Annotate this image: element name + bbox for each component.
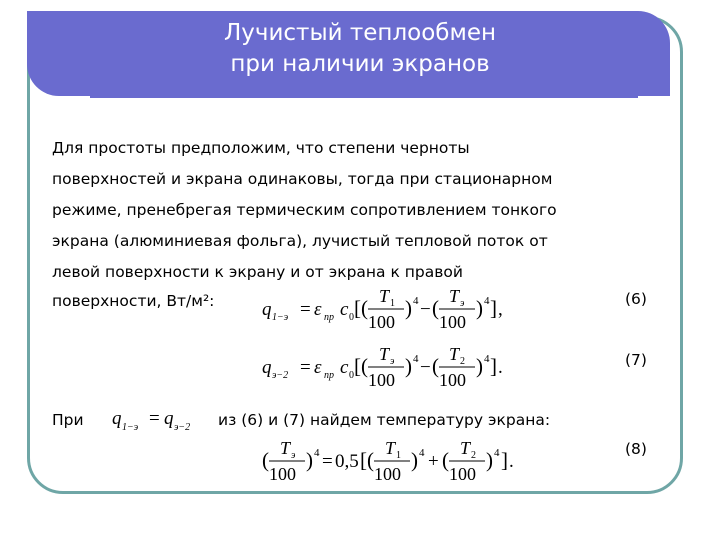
eq7-rbracket: ]: [490, 354, 497, 378]
paragraph-line-2: поверхностей и экрана одинаковы, тогда при стационарном: [52, 170, 553, 188]
eq7-lbracket: [: [354, 354, 361, 378]
title-underline: [90, 95, 638, 98]
equation-number-8: (8): [625, 440, 647, 458]
eq8-T2-sub: 2: [471, 450, 476, 461]
eq8-equals: =: [322, 451, 333, 472]
eq7-rparen2: ): [476, 354, 483, 378]
equation-number-7: (7): [625, 351, 647, 369]
eq8-half: 0,5: [335, 451, 359, 472]
eq8-rbracket: ]: [501, 448, 508, 472]
eq6-q: q: [262, 299, 272, 320]
eq8-lparen0: (: [262, 448, 269, 472]
eq6-Te: T: [449, 286, 460, 306]
eq8-period: .: [509, 451, 514, 472]
eq8-Te-sub: э: [291, 450, 296, 461]
paragraph-line-3: режиме, пренебрегая термическим сопротивлением тонкого: [52, 201, 557, 219]
equation-7: [262, 340, 512, 399]
eq8-rparen1: ): [411, 448, 418, 472]
eq7-period: .: [498, 357, 503, 378]
cond-equals: =: [149, 408, 160, 429]
eq6-epsilon: ε: [314, 299, 322, 320]
eq6-c-sub: 0: [349, 312, 354, 323]
eq6-rparen2: ): [476, 296, 483, 320]
condition-prefix: При: [52, 411, 84, 429]
eq6-equals: =: [300, 299, 311, 320]
eq7-minus: −: [420, 357, 431, 378]
eq8-rparen0: ): [306, 448, 313, 472]
eq7-Te-sub: э: [390, 356, 395, 367]
eq8-T1-sub: 1: [396, 450, 401, 461]
cond-q1: q: [112, 408, 122, 429]
title-line-1: Лучистый теплообмен: [223, 20, 497, 46]
eq6-comma: ,: [498, 299, 503, 320]
eq6-T1-sub: 1: [390, 298, 395, 309]
equation-6: [262, 282, 512, 341]
eq7-T2-sub: 2: [460, 356, 465, 367]
eq7-pow1: 4: [413, 353, 419, 365]
eq6-sub: 1−э: [272, 312, 289, 323]
eq6-c: c: [340, 299, 349, 320]
eq7-q: q: [262, 357, 272, 378]
paragraph-line-6: поверхности, Вт/м²:: [52, 292, 215, 310]
eq8-plus: +: [428, 451, 439, 472]
eq8-lparen2: (: [442, 448, 449, 472]
eq6-lparen2: (: [432, 296, 439, 320]
paragraph-line-1: Для простоты предположим, что степени черноты: [52, 139, 470, 157]
eq7-equals: =: [300, 357, 311, 378]
eq7-lparen2: (: [432, 354, 439, 378]
paragraph-line-5: левой поверхности к экрану и от экрана к правой: [52, 263, 463, 281]
cond-sub2: э−2: [174, 422, 191, 433]
title-line-2: при наличии экранов: [230, 51, 490, 77]
eq8-pow2: 4: [494, 447, 500, 459]
eq7-d1: 100: [368, 370, 395, 390]
eq8-rparen2: ): [486, 448, 493, 472]
eq8-pow1: 4: [419, 447, 425, 459]
eq8-Te: T: [280, 438, 291, 458]
eq8-d0: 100: [269, 464, 296, 484]
eq8-lparen1: (: [367, 448, 374, 472]
eq6-d2: 100: [439, 312, 466, 332]
eq8-pow0: 4: [314, 447, 320, 459]
eq6-Te-sub: э: [460, 298, 465, 309]
eq7-c: c: [340, 357, 349, 378]
eq7-epsilon: ε: [314, 357, 322, 378]
eq6-rparen1: ): [405, 296, 412, 320]
condition-text: из (6) и (7) найдем температуру экрана:: [218, 411, 551, 429]
eq6-rbracket: ]: [490, 296, 497, 320]
eq6-lbracket: [: [354, 296, 361, 320]
eq6-d1: 100: [368, 312, 395, 332]
equation-8: [262, 434, 532, 493]
eq8-d2: 100: [449, 464, 476, 484]
paragraph-line-4: экрана (алюминиевая фольга), лучистый тепловой поток от: [52, 232, 548, 250]
eq6-pow2: 4: [484, 295, 490, 307]
slide-title: [110, 18, 610, 80]
eq7-T2: T: [449, 344, 460, 364]
eq7-Te: T: [379, 344, 390, 364]
eq8-T1: T: [385, 438, 396, 458]
cond-sub1: 1−э: [122, 422, 139, 433]
eq6-pow1: 4: [413, 295, 419, 307]
cond-q2: q: [164, 408, 174, 429]
eq7-rparen1: ): [405, 354, 412, 378]
eq6-eps-sub: пр: [324, 312, 334, 323]
eq6-lparen1: (: [361, 296, 368, 320]
eq8-T2: T: [460, 438, 471, 458]
eq6-minus: −: [420, 299, 431, 320]
eq7-pow2: 4: [484, 353, 490, 365]
eq7-lparen1: (: [361, 354, 368, 378]
eq7-sub: э−2: [272, 370, 289, 381]
eq7-c-sub: 0: [349, 370, 354, 381]
eq8-d1: 100: [374, 464, 401, 484]
eq7-d2: 100: [439, 370, 466, 390]
eq6-T1: T: [379, 286, 390, 306]
eq7-eps-sub: пр: [324, 370, 334, 381]
equality-condition: [112, 404, 217, 439]
equation-number-6: (6): [625, 290, 647, 308]
eq8-lbracket: [: [360, 448, 367, 472]
